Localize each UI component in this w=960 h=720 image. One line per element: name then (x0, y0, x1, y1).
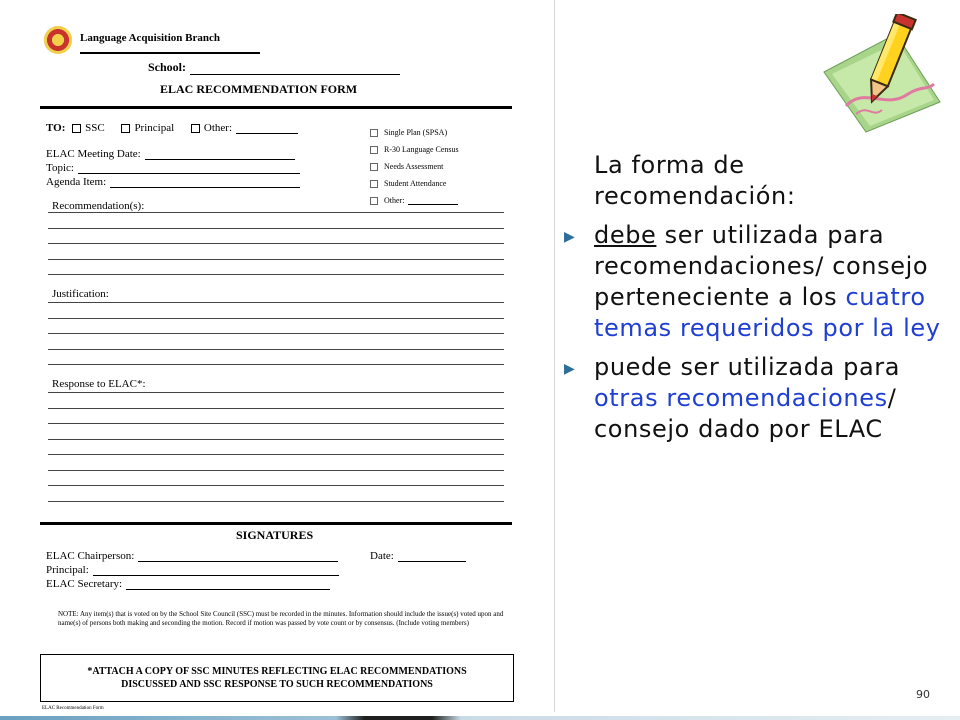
checkbox-icon (191, 124, 200, 133)
to-option-label: SSC (85, 122, 105, 134)
branch-name: Language Acquisition Branch (80, 32, 220, 44)
date-field (370, 550, 466, 562)
panel-intro: La forma de recomendación: (594, 151, 796, 210)
checklist-item (370, 141, 459, 158)
form-rule-line (48, 333, 504, 334)
agenda-field (46, 176, 300, 188)
bullet1-underlined: debe (594, 221, 657, 249)
checkbox-icon (370, 197, 378, 205)
topic-label: Topic: (46, 162, 74, 174)
checkbox-icon (72, 124, 81, 133)
form-rule-line (48, 274, 504, 275)
to-option-label: Other: (203, 122, 233, 134)
school-label: School: (148, 60, 187, 74)
attach-line-2: DISCUSSED AND SSC RESPONSE TO SUCH RECOMMENDATIONS (121, 679, 433, 690)
form-rule-line (48, 423, 504, 424)
checklist-label: Student Attendance (384, 179, 447, 188)
bullet-arrow-icon: ▶ (564, 361, 576, 377)
topic-checklist (370, 124, 459, 209)
chair-field (46, 550, 338, 562)
branch-rule (80, 52, 260, 54)
form-rule-line (48, 302, 504, 303)
form-rule-line (48, 408, 504, 409)
checkbox-icon (370, 129, 378, 137)
form-rule-line (48, 439, 504, 440)
bullet1-text: ser utilizada para recomendaciones/ consejo perteneciente a los (594, 221, 929, 311)
justification-label: Justification: (52, 288, 109, 300)
bullet-debe (564, 220, 944, 344)
checklist-item (370, 175, 459, 192)
principal-line (93, 565, 339, 576)
checklist-label: R-30 Language Census (384, 145, 459, 154)
bullet2-highlight: otras recomendaciones (594, 384, 888, 412)
bullet-puede (564, 352, 944, 445)
recommendations-label: Recommendation(s): (52, 200, 145, 212)
form-rule-line (48, 212, 504, 213)
signatures-title: SIGNATURES (236, 528, 314, 542)
checklist-other-line (408, 197, 458, 205)
form-rule-line (48, 228, 504, 229)
form-rule-line (48, 243, 504, 244)
form-rule-line (48, 364, 504, 365)
checkbox-icon (370, 146, 378, 154)
checkbox-icon (121, 124, 130, 133)
top-rule (40, 106, 512, 109)
bullet-arrow-icon: ▶ (564, 229, 576, 245)
bullet2-end: / consejo dado por ELAC (594, 384, 897, 443)
attach-box (40, 654, 514, 702)
slide-divider (554, 0, 555, 712)
secretary-line (126, 579, 330, 590)
elac-form-image (40, 20, 520, 710)
checklist-label: Single Plan (SPSA) (384, 128, 448, 137)
form-rule-line (48, 259, 504, 260)
form-rule-line (48, 501, 504, 502)
form-rule-line (48, 349, 504, 350)
meeting-date-line (145, 149, 295, 160)
checkbox-icon (370, 163, 378, 171)
other-line (236, 123, 298, 134)
topic-line (78, 163, 300, 174)
meeting-date-field (46, 148, 295, 160)
checklist-label: Other: (384, 196, 405, 205)
district-seal-icon (44, 26, 72, 54)
page-number: 90 (916, 688, 930, 701)
form-title: ELAC RECOMMENDATION FORM (160, 82, 358, 96)
form-rule-line (48, 392, 504, 393)
to-label: TO: (46, 122, 66, 134)
checklist-item (370, 158, 459, 175)
to-row (46, 122, 312, 134)
date-line (398, 551, 466, 562)
bottom-accent-bar (0, 716, 960, 720)
to-option-label: Principal (134, 122, 175, 134)
school-field (148, 60, 400, 75)
chair-label: ELAC Chairperson: (46, 550, 135, 562)
form-rule-line (48, 485, 504, 486)
ssc-note: NOTE: Any item(s) that is voted on by the School Site Council (SSC) must be recorded in the minutes. Information should include the issue(s) voted upon and name(s) of persons both making and seconding the motion. Record if motion was passed by vote count or by consensus. (Include voting members) (58, 610, 504, 627)
form-rule-line (48, 454, 504, 455)
to-option-other (191, 122, 298, 134)
form-rule-line (48, 318, 504, 319)
content-panel (564, 150, 944, 453)
chair-line (138, 551, 338, 562)
agenda-line (110, 177, 300, 188)
principal-field (46, 564, 339, 576)
checklist-label: Needs Assessment (384, 162, 444, 171)
to-option-ssc (72, 122, 105, 134)
meeting-date-label: ELAC Meeting Date: (46, 148, 141, 160)
date-label: Date: (370, 550, 394, 562)
checklist-item (370, 192, 459, 209)
form-rule-line (48, 470, 504, 471)
principal-label: Principal: (46, 564, 89, 576)
bullet2-text: puede ser utilizada para (594, 353, 901, 381)
agenda-label: Agenda Item: (46, 176, 107, 188)
checkbox-icon (370, 180, 378, 188)
to-option-principal (121, 122, 174, 134)
signatures-rule (40, 522, 512, 525)
pencil-note-icon (816, 14, 950, 134)
secretary-field (46, 578, 330, 590)
form-footer: ELAC Recommendation Form (42, 706, 104, 711)
school-line (190, 63, 400, 75)
topic-field (46, 162, 300, 174)
attach-line-1: *ATTACH A COPY OF SSC MINUTES REFLECTING ELAC RECOMMENDATIONS (87, 666, 467, 677)
bullet1-highlight: cuatro temas requeridos por la ley (594, 283, 941, 342)
checklist-item (370, 124, 459, 141)
secretary-label: ELAC Secretary: (46, 578, 123, 590)
response-label: Response to ELAC*: (52, 378, 146, 390)
